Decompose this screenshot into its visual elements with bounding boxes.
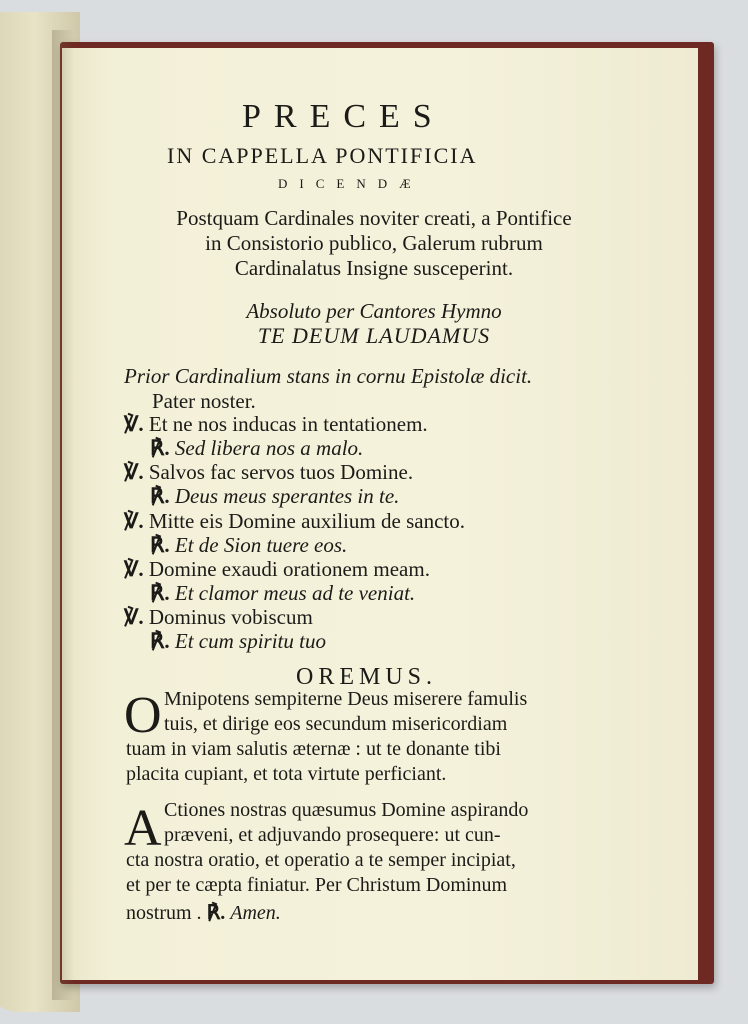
versicle-symbol: ℣. (124, 509, 144, 533)
response-text: Sed libera nos a malo. (174, 436, 364, 460)
intro-line: Postquam Cardinales noviter creati, a Pontifice (176, 206, 572, 230)
prayer-line: placita cupiant, et tota virtute perficiant. (126, 763, 447, 785)
versicle-symbol: ℣. (124, 412, 144, 436)
response-line (150, 484, 399, 509)
absoluto-line: Absoluto per Cantores Hymno (246, 299, 502, 323)
prayer-line: tuis, et dirige eos secundum misericordiam (164, 713, 508, 735)
response-symbol: ℟. (206, 902, 226, 924)
oremus-heading: OREMUS. (296, 664, 438, 690)
intro-line: in Consistorio publico, Galerum rubrum (205, 231, 543, 255)
response-line (150, 581, 415, 606)
rubric-line: Prior Cardinalium stans in cornu Epistolæ dicit. (124, 364, 533, 388)
response-text: Et cum spiritu tuo (174, 629, 326, 653)
intro-line: Cardinalatus Insigne susceperint. (234, 256, 514, 280)
dicendae-heading: DICENDÆ (278, 176, 423, 191)
versicle-text: Mitte eis Domine auxilium de sancto. (148, 509, 465, 533)
versicle-text: Dominus vobiscum (148, 605, 313, 629)
versicle-symbol: ℣. (124, 605, 144, 629)
versicle-line (124, 509, 465, 534)
response-symbol: ℟. (150, 484, 170, 508)
versicle-text: Salvos fac servos tuos Domine. (148, 460, 414, 484)
amen-text: Amen. (230, 902, 281, 924)
pater-noster: Pater noster. (152, 389, 256, 413)
response-line (150, 629, 326, 654)
drop-cap-initial: A (124, 800, 162, 857)
response-line (150, 436, 363, 461)
prayer-line: tuam in viam salutis æternæ : ut te donante tibi (126, 738, 501, 760)
response-line (150, 533, 347, 558)
prayer-final-text: nostrum . (126, 902, 202, 924)
response-text: Et clamor meus ad te veniat. (174, 581, 416, 605)
response-text: Deus meus sperantes in te. (174, 484, 400, 508)
prayer-line: Mnipotens sempiterne Deus miserere famulis (164, 688, 528, 710)
versicle-line (124, 412, 428, 437)
prayer-line: præveni, et adjuvando prosequere: ut cun- (164, 824, 501, 846)
prayer-line: Ctiones nostras quæsumus Domine aspirando (164, 799, 529, 821)
te-deum-heading: TE DEUM LAUDAMUS (257, 323, 491, 348)
versicle-line (124, 557, 430, 582)
response-symbol: ℟. (150, 581, 170, 605)
prayer-final-line (126, 900, 281, 925)
page-title: PRECES (242, 98, 445, 135)
drop-cap-initial: O (124, 687, 162, 744)
page-subtitle: IN CAPPELLA PONTIFICIA (167, 143, 478, 168)
response-symbol: ℟. (150, 629, 170, 653)
versicle-symbol: ℣. (124, 557, 144, 581)
versicle-line (124, 605, 313, 630)
prayer-line: cta nostra oratio, et operatio a te semper incipiat, (126, 849, 516, 871)
versicle-line (124, 460, 413, 485)
prayer-line: et per te cæpta finiatur. Per Christum Dominum (126, 874, 508, 896)
versicle-text: Domine exaudi orationem meam. (148, 557, 430, 581)
versicle-symbol: ℣. (124, 460, 144, 484)
response-text: Et de Sion tuere eos. (174, 533, 348, 557)
response-symbol: ℟. (150, 533, 170, 557)
versicle-text: Et ne nos inducas in tentationem. (148, 412, 428, 436)
response-symbol: ℟. (150, 436, 170, 460)
